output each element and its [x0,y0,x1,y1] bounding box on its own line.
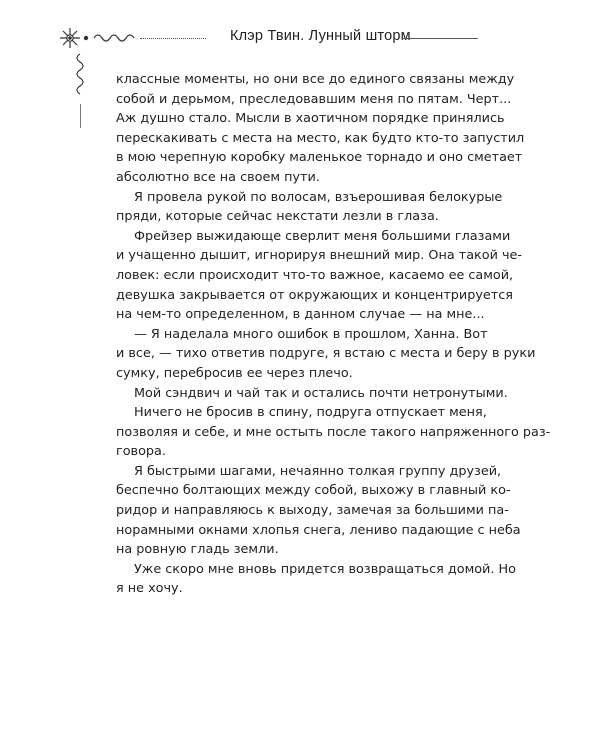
text-line: пряди, которые сейчас некстати лезли в глаза. [116,209,439,225]
vertical-ornament-icon [70,52,90,104]
text-line: сумку, перебросив ее через плечо. [116,365,353,381]
text-line: беспечно болтающих между собой, выхожу в главный ко- [116,483,511,499]
text-line: Я быстрыми шагами, нечаянно толкая группу друзей, [134,463,502,479]
side-rule [80,104,81,128]
text-line: говора. [116,444,166,460]
text-line: ридор и направляюсь к выходу, замечая за большими па- [116,503,509,519]
header-rule-right [402,38,478,39]
running-title: Клэр Твин. Лунный шторм [230,28,411,44]
text-line: перескакивать с места на место, как будто кто-то запустил [116,130,525,146]
text-line: позволяя и себе, и мне остыть после такого напряженного раз- [116,424,551,440]
text-line: я не хочу. [116,581,183,597]
text-line: Я провела рукой по волосам, взъерошивая белокурые [134,189,503,205]
header-rule-left [140,38,206,39]
body-text [116,70,551,599]
text-line: Фрейзер выжидающе сверлит меня большими глазами [134,228,511,244]
ornament-icon [60,22,140,54]
text-line: классные моменты, но они все до единого связаны между [116,72,515,87]
text-line: абсолютно все на своем пути. [116,169,320,185]
text-line: Ничего не бросив в спину, подруга отпускает меня, [134,405,487,421]
text-line: ловек: если происходит что-то важное, касаемо ее самой, [116,267,514,283]
text-line: Уже скоро мне вновь придется возвращаться домой. Но [134,561,516,577]
text-line: на ровную гладь земли. [116,542,279,558]
text-line: на чем-то определенном, в данном случае — на мне... [116,307,485,323]
page-header [0,0,600,70]
text-line: Аж душно стало. Мысли в хаотичном порядке принялись [116,111,505,127]
text-line: норамными окнами хлопья снега, лениво падающие с неба [116,522,521,538]
text-line: собой и дерьмом, преследовавшим меня по пятам. Черт... [116,91,512,107]
text-line: — Я наделала много ошибок в прошлом, Ханна. Вот [134,326,488,342]
text-line: Мой сэндвич и чай так и остались почти нетронутыми. [134,385,508,401]
text-line: и все, — тихо ответив подруге, я встаю с места и беру в руки [116,346,536,362]
text-line: в мою черепную коробку маленькое торнадо и оно сметает [116,150,523,166]
text-line: девушка закрывается от окружающих и концентрируется [116,287,513,303]
text-line: и учащенно дышит, игнорируя внешний мир. Она такой че- [116,248,523,264]
